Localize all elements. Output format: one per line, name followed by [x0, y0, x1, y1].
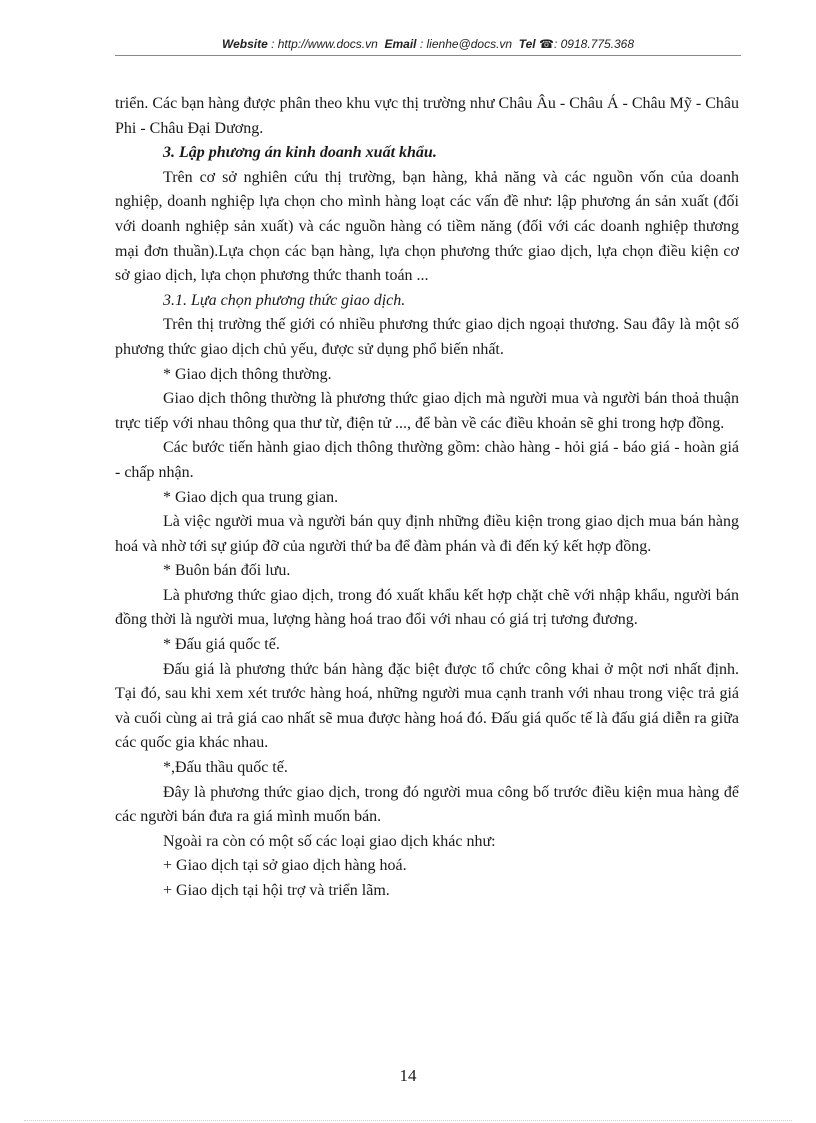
paragraph: Trên cơ sở nghiên cứu thị trường, bạn hàng, khả năng và các nguồn vốn của doanh nghiệp, doanh nghiệp lựa chọn cho mình hàng loạt các vấn đề như: lập phương án sản xuất (đối với doanh nghiệp sản xuất) và các nguồn hàng có tiềm năng (đối với các doanh nghiệp thương mại đơn thuần).Lựa chọn các bạn hàng, lựa chọn phương thức giao dịch, lựa chọn điều kiện cơ sở giao dịch, lựa chọn phương thức thanh toán ...: [115, 168, 739, 285]
paragraph: Trên thị trường thế giới có nhiều phương thức giao dịch ngoại thương. Sau đây là một số phương thức giao dịch chủ yếu, được sử dụng phổ biến nhất.: [115, 316, 739, 358]
list-item: + Giao dịch tại hội trợ và triển lãm.: [163, 882, 390, 899]
tel-value: : 0918.775.368: [553, 37, 635, 51]
page-header: [115, 37, 741, 51]
paragraph-continuation: triển. Các bạn hàng được phân theo khu vực thị trường như Châu Âu - Châu Á - Châu Mỹ - Châu Phi - Châu Đại Dương.: [115, 95, 739, 137]
paragraph: Đây là phương thức giao dịch, trong đó người mua công bố trước điều kiện mua hàng để các người bán đưa ra giá mình muốn bán.: [115, 783, 739, 826]
header-divider: [115, 55, 741, 56]
page-number: 14: [399, 1066, 417, 1085]
website-label: Website: [221, 37, 268, 51]
paragraph: Giao dịch thông thường là phương thức giao dịch mà người mua và người bán thoả thuận trực tiếp với nhau thông qua thư từ, điện tử ..., để bàn về các điều khoản sẽ ghi trong hợp đồng.: [115, 390, 739, 432]
footer-divider: [24, 1120, 792, 1121]
bullet-heading: *,Đấu thầu quốc tế.: [163, 759, 288, 777]
email-value: : lienhe@docs.vn: [419, 37, 513, 51]
tel-label: Tel: [518, 37, 536, 51]
list-item: + Giao dịch tại sở giao dịch hàng hoá.: [163, 857, 407, 875]
bullet-heading: * Đấu giá quốc tế.: [163, 636, 280, 654]
phone-icon: ☎: [539, 37, 554, 51]
email-label: Email: [384, 37, 417, 51]
section-heading-3: 3. Lập phương án kinh doanh xuất khẩu.: [163, 144, 437, 162]
paragraph: Đấu giá là phương thức bán hàng đặc biệt được tổ chức công khai ở một nơi nhất định. Tại đó, sau khi xem xét trước hàng hoá, những người mua cạnh tranh với nhau trong việc trả giá và cuối cùng ai trả giá cao nhất sẽ mua được hàng hoá đó. Đấu giá quốc tế là đấu giá diễn ra giữa các quốc gia khác nhau.: [115, 660, 739, 752]
bullet-heading: * Buôn bán đối lưu.: [163, 562, 291, 580]
document-body: [115, 92, 739, 904]
website-value: : http://www.docs.vn: [271, 37, 378, 51]
section-heading-3-1: 3.1. Lựa chọn phương thức giao dịch.: [163, 291, 406, 309]
bullet-heading: * Giao dịch qua trung gian.: [163, 488, 339, 506]
paragraph: Các bước tiến hành giao dịch thông thường gồm: chào hàng - hỏi giá - báo giá - hoàn giá - chấp nhận.: [115, 439, 739, 481]
paragraph: Là việc người mua và người bán quy định những điều kiện trong giao dịch mua bán hàng hoá và nhờ tới sự giúp đỡ của người thứ ba để đàm phán và đi đến ký kết hợp đồng.: [115, 513, 739, 555]
bullet-heading: * Giao dịch thông thường.: [163, 365, 332, 383]
paragraph: Ngoài ra còn có một số các loại giao dịch khác như:: [163, 832, 496, 850]
paragraph: Là phương thức giao dịch, trong đó xuất khẩu kết hợp chặt chẽ với nhập khẩu, người bán đồng thời là người mua, lượng hàng hoá trao đổi với nhau có giá trị tương đương.: [115, 586, 739, 629]
